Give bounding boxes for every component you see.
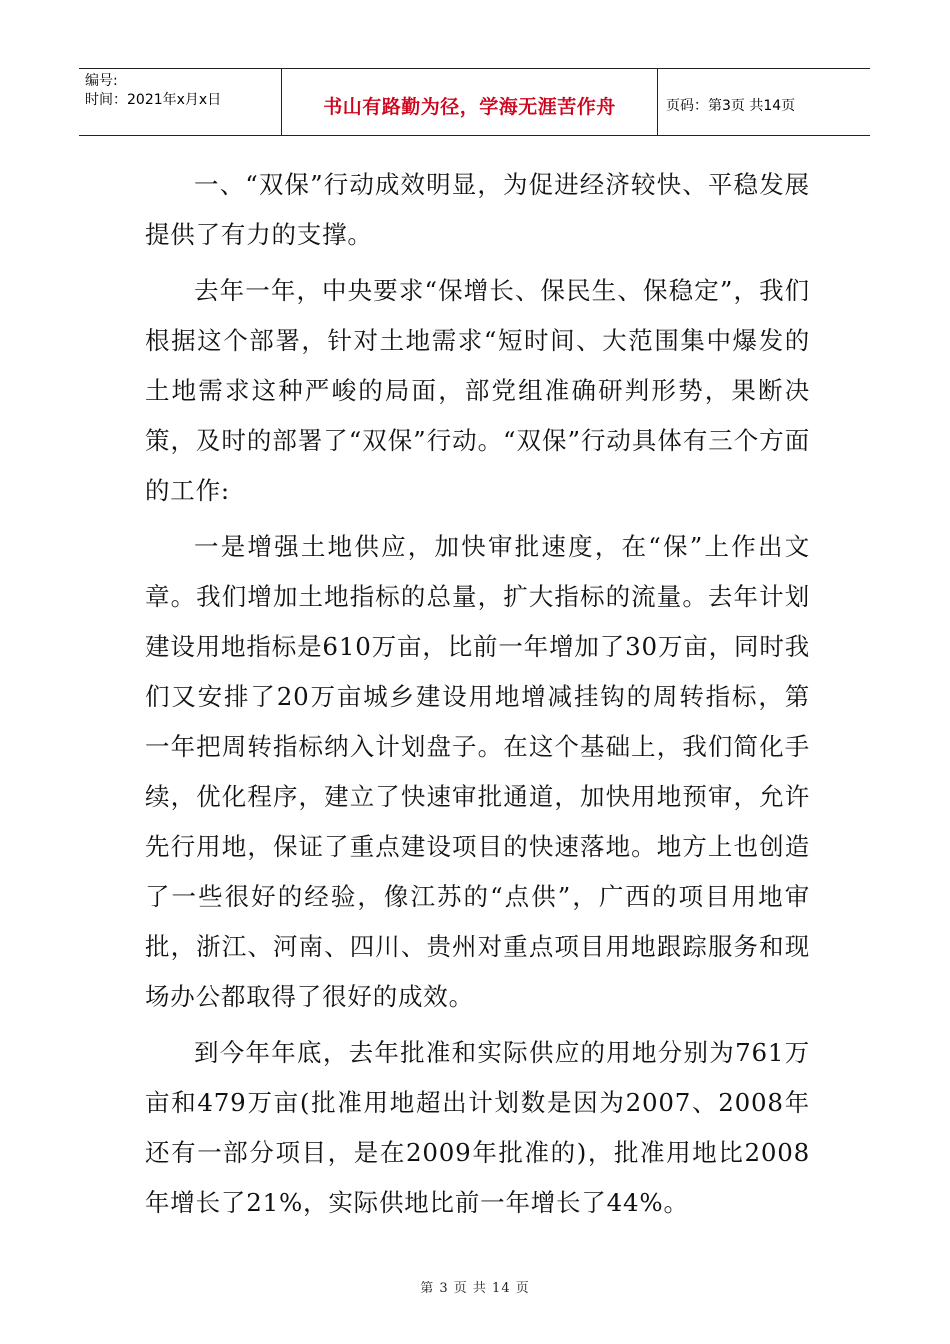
header-page-info: 页码：第3页 共14页 — [666, 98, 796, 114]
page-footer: 第 3 页 共 14 页 — [420, 1281, 530, 1296]
number-label: 编号: — [85, 73, 118, 89]
document-body — [145, 160, 810, 1234]
page-header — [79, 68, 870, 136]
time-label: 时间：2021年x月x日 — [85, 92, 222, 108]
header-meta — [79, 69, 282, 135]
paragraph-2: 去年一年，中央要求“保增长、保民生、保稳定”，我们根据这个部署，针对土地需求“短时间、大范围集中爆发的土地需求这种严峻的局面，部党组准确研判形势，果断决策，及时的部署了“双保”行动。“双保”行动具体有三个方面的工作: — [145, 276, 810, 505]
paragraph-1: 一、“双保”行动成效明显，为促进经济较快、平稳发展提供了有力的支撑。 — [145, 170, 810, 249]
paragraph-4: 到今年年底，去年批准和实际供应的用地分别为761万亩和479万亩(批准用地超出计划数是因为2007、2008年还有一部分项目，是在2009年批准的)，批准用地比2008年增长了21%，实际供地比前一年增长了44%。 — [145, 1038, 810, 1217]
paragraph-3: 一是增强土地供应，加快审批速度，在“保”上作出文章。我们增加土地指标的总量，扩大指标的流量。去年计划建设用地指标是610万亩，比前一年增加了30万亩，同时我们又安排了20万亩城乡建设用地增减挂钩的周转指标，第一年把周转指标纳入计划盘子。在这个基础上，我们简化手续，优化程序，建立了快速审批通道，加快用地预审，允许先行用地，保证了重点建设项目的快速落地。地方上也创造了一些很好的经验，像江苏的“点供”，广西的项目用地审批，浙江、河南、四川、贵州对重点项目用地跟踪服务和现场办公都取得了很好的成效。 — [145, 532, 810, 1011]
header-motto: 书山有路勤为径，学海无涯苦作舟 — [282, 69, 658, 135]
